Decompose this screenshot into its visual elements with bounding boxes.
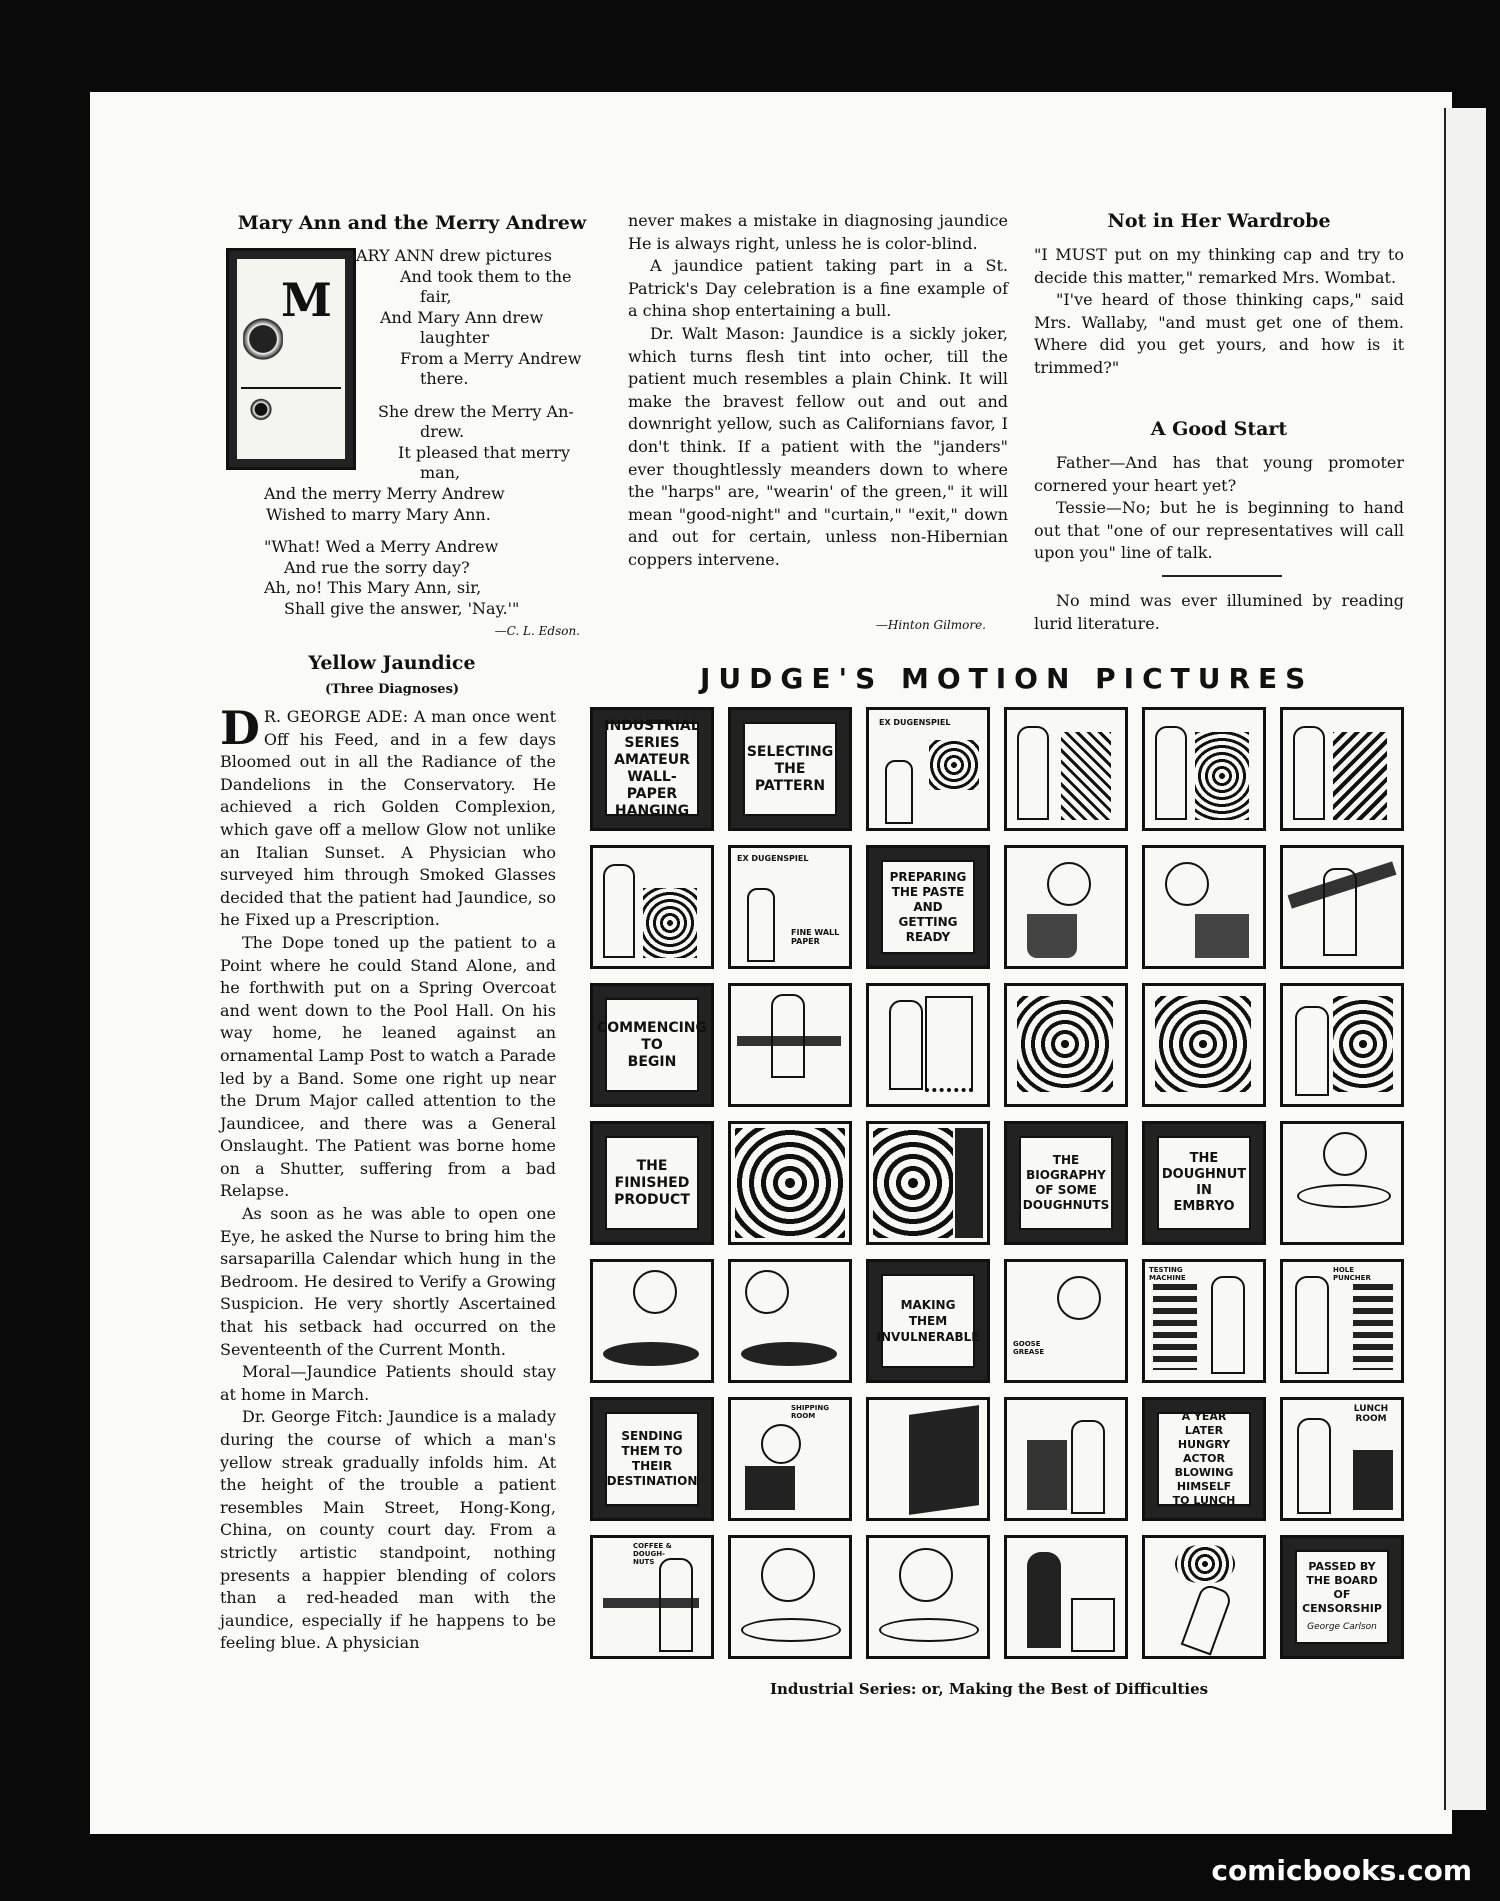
card-text: AND GETTING (898, 899, 958, 929)
card-text: PRODUCT (614, 1191, 690, 1208)
figure-man-icon (1211, 1276, 1245, 1374)
filler-line (1034, 590, 1404, 635)
card-text: CENSORSHIP (1302, 1602, 1382, 1615)
wallpaper-roll-icon (1333, 732, 1387, 820)
chef-head-icon (1323, 1132, 1367, 1176)
poem-line: "What! Wed a Merry Andrew (264, 537, 499, 556)
peacock-feathers-icon (241, 387, 341, 457)
card-text: TO LUNCH (1172, 1494, 1236, 1507)
figure-man-icon (747, 888, 775, 962)
card-text: OF SOME (1035, 1183, 1097, 1197)
paragraph: Dr. George Fitch: Jaundice is a malady during the course of which a man's yellow streak gradually infolds him. At the height of the trouble a patient resembles Main Street, Hong-Kong, China, on county court day. From a strictly artistic standpoint, nothing presents a happier blending of colors than a red-headed man with the jaundice, especially if he happens to be feeling blue. A physician (220, 1407, 556, 1653)
card-text: IN (1196, 1183, 1212, 1198)
poem-stanza-2 (264, 484, 604, 619)
card-text: INDUSTRIAL (604, 718, 700, 734)
poem-line: From a Merry Andrew (400, 348, 582, 368)
panel-illustration (1280, 1121, 1404, 1245)
card-text: READY (905, 929, 951, 944)
finished-wall-icon (873, 1128, 953, 1238)
machine-label: HOLE PUNCHER (1333, 1266, 1371, 1282)
wardrobe-article (1034, 244, 1404, 380)
panel-illustration (1142, 845, 1266, 969)
figure-man-icon (1297, 1418, 1331, 1514)
poem-stanza-1 (356, 246, 606, 484)
artist-signature: George Carlson (1307, 1622, 1377, 1632)
paragraph: Dr. Walt Mason: Jaundice is a sickly joker, which turns flesh tint into ocher, till the patient much resembles a plain Chink. It will make the bravest fellow out and out and downright yellow, such as Californians favor, I don't think. If a patient with the "janders" ever thoughtlessly meanders down to where the "harps" are, "wearin' of the green," it will mean "good-night" and "curtain," "exit," down and out for certain, unless non-Hibernian coppers intervene. (628, 323, 1008, 569)
figure-man-icon (1293, 726, 1325, 820)
panel-illustration (728, 1121, 852, 1245)
jaundice-article (220, 701, 556, 1655)
wallpaper-roll-icon (1195, 732, 1249, 820)
card-text: HUNGRY ACTOR (1177, 1438, 1231, 1465)
card-text: COMMENCING (597, 1019, 708, 1036)
figure-man-icon (771, 994, 805, 1078)
papered-wall-icon (1333, 996, 1393, 1092)
panel-title-card (728, 707, 852, 831)
wardrobe-title: Not in Her Wardrobe (1107, 210, 1331, 232)
panel-title-card (1142, 1121, 1266, 1245)
card-text: DOUGHNUT (1161, 1167, 1247, 1182)
panel-illustration (1004, 845, 1128, 969)
tangled-paper-icon (1155, 996, 1251, 1092)
paragraph: Tessie—No; but he is beginning to hand out that "one of our representatives will call upon you" line of talk. (1034, 498, 1404, 563)
chef-head-icon (1057, 1276, 1101, 1320)
divider (1162, 575, 1282, 577)
card-text: BEGIN (627, 1053, 677, 1070)
crate-icon (745, 1466, 795, 1510)
panel-illustration (1280, 1397, 1404, 1521)
poem-line: And Mary Ann drew (380, 307, 544, 327)
figure-man-icon (603, 864, 635, 958)
poem-line: It pleased that merry (398, 442, 570, 462)
panel-title-card (590, 983, 714, 1107)
room-sign: SHIPPING ROOM (791, 1404, 829, 1420)
panel-illustration (1004, 1535, 1128, 1659)
dripping-paper-icon (925, 996, 973, 1092)
good-start-title: A Good Start (1150, 418, 1288, 440)
panel-illustration (866, 1397, 990, 1521)
stove-icon (1027, 1440, 1067, 1510)
clerk-icon (643, 888, 697, 958)
card-text: TO (641, 1036, 663, 1053)
poem-line: ARY ANN drew pictures (356, 246, 552, 265)
poem-line: And the merry Merry Andrew (264, 484, 505, 503)
man-head-icon (1165, 862, 1209, 906)
panel-title-card (590, 707, 714, 831)
frying-pan-icon (741, 1342, 837, 1366)
poem-line: laughter (420, 328, 490, 347)
paragraph: "I've heard of those thinking caps," said Mrs. Wallaby, "and must get one of them. Where did you get yours, and how is it trimmed?" (1034, 290, 1404, 377)
figure-man-icon (1155, 726, 1187, 820)
man-head-icon (899, 1548, 953, 1602)
card-text: MAKING (900, 1298, 956, 1312)
panel-illustration (866, 1535, 990, 1659)
facing-page-edge (1444, 108, 1486, 1810)
poem-line: fair, (420, 287, 452, 306)
site-watermark: comicbooks.com (1211, 1854, 1472, 1887)
testing-machine-icon (1153, 1284, 1197, 1370)
card-text: THEIR (631, 1459, 673, 1473)
panel-title-card (1004, 1121, 1128, 1245)
panel-title-card (590, 1121, 714, 1245)
figure-man-icon (885, 760, 913, 824)
finished-wall-icon (735, 1128, 845, 1238)
poem-line: Shall give the answer, 'Nay.'" (284, 598, 520, 618)
card-text: PASSED BY (1308, 1560, 1376, 1573)
tangled-paper-icon (1017, 996, 1113, 1092)
card-text: SENDING (621, 1429, 683, 1443)
card-text: THEM TO (621, 1444, 683, 1458)
figure-man-icon (1027, 1552, 1061, 1648)
panel-title-card (1280, 1535, 1404, 1659)
panel-illustration (1280, 1259, 1404, 1383)
plate-icon (879, 1618, 979, 1642)
paste-bucket-icon (1027, 914, 1077, 958)
motion-caption: Industrial Series: or, Making the Best of Difficulties (770, 1680, 1209, 1698)
can-label: GOOSE GREASE (1013, 1340, 1045, 1356)
dough-icon (1297, 1184, 1391, 1208)
card-text: PATTERN (754, 777, 826, 794)
panel-illustration (590, 1259, 714, 1383)
panel-title-card (1142, 1397, 1266, 1521)
coffee-sign: COFFEE & DOUGH-NUTS (633, 1542, 672, 1566)
card-text: BIOGRAPHY (1026, 1168, 1106, 1182)
panel-illustration (866, 1121, 990, 1245)
lunch-room-sign: LUNCH ROOM (1353, 1404, 1389, 1424)
panel-title-card (866, 1259, 990, 1383)
plate-icon (741, 1618, 841, 1642)
frying-pan-icon (603, 1342, 699, 1366)
panel-illustration (866, 983, 990, 1107)
figure-man-icon (1071, 1420, 1105, 1514)
freight-car-icon (909, 1405, 979, 1515)
card-text: DESTINATION (606, 1474, 698, 1488)
card-text: THE (774, 760, 806, 777)
card-text: INVULNERABLE (876, 1330, 980, 1344)
card-text: THE PASTE (891, 884, 965, 899)
drop-cap: D (220, 701, 260, 755)
panel-illustration (1004, 707, 1128, 831)
poem-line: She drew the Merry An- (378, 401, 574, 421)
table-icon (1071, 1598, 1115, 1652)
panel-illustration (728, 983, 852, 1107)
illuminated-initial (226, 248, 356, 470)
panel-illustration (1280, 845, 1404, 969)
panel-title-card (590, 1397, 714, 1521)
machine-label: TESTING MACHINE (1149, 1266, 1186, 1282)
hole-puncher-icon (1353, 1284, 1393, 1370)
card-text: HANGING (614, 803, 690, 819)
figure-man-icon (1017, 726, 1049, 820)
card-text: THE BOARD (1306, 1574, 1378, 1587)
figure-man-icon (1295, 1276, 1329, 1374)
poem-line: Ah, no! This Mary Ann, sir, (264, 578, 482, 597)
panel-illustration (1004, 1259, 1128, 1383)
card-text: PREPARING (889, 869, 967, 884)
panel-illustration (1004, 1397, 1128, 1521)
chef-head-icon (745, 1270, 789, 1314)
chef-head-icon (633, 1270, 677, 1314)
man-head-icon (761, 1424, 801, 1464)
panel-illustration (1142, 1259, 1266, 1383)
doughnut-cloud-icon (1175, 1544, 1235, 1584)
panel-illustration (728, 845, 852, 969)
shop-sign: EX DUGENSPIEL (879, 718, 951, 727)
figure-man-icon (659, 1558, 693, 1652)
doorway-icon (955, 1128, 983, 1238)
poem-line: And took them to the (400, 266, 572, 286)
card-text: FINISHED (614, 1174, 690, 1191)
good-start-article (1034, 452, 1404, 565)
poem-line: Wished to marry Mary Ann. (266, 504, 491, 524)
card-text: DOUGHNUTS (1022, 1198, 1110, 1212)
card-text: THE (1052, 1153, 1080, 1167)
panel-illustration (1004, 983, 1128, 1107)
panel-illustration (728, 1397, 852, 1521)
motion-pictures-title: JUDGE'S MOTION PICTURES (700, 662, 1314, 695)
poem-line: And rue the sorry day? (284, 557, 470, 577)
panel-illustration (1280, 983, 1404, 1107)
panel-title-card (866, 845, 990, 969)
initial-letter: M (281, 273, 332, 327)
panel-illustration (728, 1259, 852, 1383)
paragraph: "I MUST put on my thinking cap and try to decide this matter," remarked Mrs. Wombat. (1034, 245, 1404, 287)
figure-man-icon (889, 1000, 923, 1090)
panel-illustration (866, 707, 990, 831)
peacock-icon (243, 299, 283, 379)
jaundice-continued (628, 210, 1008, 572)
comic-strip-grid (590, 707, 1400, 1672)
poem-line: man, (420, 463, 461, 482)
card-text: WALL-PAPER (626, 769, 678, 802)
jaundice-subtitle: (Three Diagnoses) (324, 682, 460, 697)
paragraph: No mind was ever illumined by reading lurid literature. (1034, 591, 1404, 633)
card-text: THE (636, 1157, 668, 1174)
card-text: BLOWING (1174, 1466, 1234, 1479)
man-head-icon (1047, 862, 1091, 906)
card-text: THEM (908, 1314, 948, 1328)
wallpaper-roll-icon (1061, 732, 1111, 820)
card-text: SERIES (624, 735, 680, 751)
poem-attribution: —C. L. Edson. (494, 624, 580, 638)
card-text: AMATEUR (614, 752, 690, 768)
paragraph: A jaundice patient taking part in a St. Patrick's Day celebration is a fine example of a china shop entertaining a bull. (628, 256, 1008, 321)
jaundice-title: Yellow Jaundice (308, 652, 476, 674)
card-text: SELECTING (746, 743, 834, 760)
panel-illustration (728, 1535, 852, 1659)
shop-sign: EX DUGENSPIEL (737, 854, 809, 863)
poem-title: Mary Ann and the Merry Andrew (237, 212, 587, 234)
paragraph: R. GEORGE ADE: A man once went Off his Feed, and in a few days Bloomed out in all the Radiance of the Dandelions in the Conservatory. He achieved a rich Golden Complexion, which gave off a mellow Glow not unlike an Italian Sunset. A Physician who surveyed him through Smoked Glasses decided that the patient had Jaundice, so he Fixed up a Prescription. (220, 707, 556, 930)
panel-illustration (590, 845, 714, 969)
panel-illustration (590, 1535, 714, 1659)
panel-illustration (1280, 707, 1404, 831)
card-text: THE (1189, 1151, 1219, 1166)
figure-man-icon (1295, 1006, 1329, 1096)
figure-man-icon (1323, 868, 1357, 956)
poem-line: there. (420, 369, 469, 388)
jaundice-attribution: —Hinton Gilmore. (875, 618, 986, 632)
card-text: A YEAR LATER (1181, 1410, 1227, 1437)
poem-line: drew. (420, 422, 465, 441)
panel-illustration (1142, 1535, 1266, 1659)
man-head-icon (761, 1548, 815, 1602)
panel-illustration (1142, 707, 1266, 831)
paragraph: As soon as he was able to open one Eye, he asked the Nurse to bring him the sarsaparilla Calendar which hung in the Bedroom. He desired to Verify a Growing Suspicion. He very shortly Ascertained that his setback had occurred on the Seventeenth of the Current Month. (220, 1204, 556, 1359)
paragraph: never makes a mistake in diagnosing jaundice He is always right, unless he is color-blind. (628, 211, 1008, 253)
wallpaper-sample-icon (929, 740, 979, 790)
panel-illustration (1142, 983, 1266, 1107)
card-text: OF (1333, 1588, 1351, 1601)
paragraph: The Dope toned up the patient to a Point where he could Stand Alone, and he forthwith put on a Spring Overcoat and went down to the Pool Hall. On his way home, he leaned against an ornamental Lamp Post to watch a Parade led by a Band. Some one right up near the Drum Major called attention to the Jaundicee, and there was a General Onslaught. The Patient was borne home on a Shutter, suffering from a bad Relapse. (220, 932, 556, 1201)
paragraph: Father—And has that young promoter cornered your heart yet? (1034, 453, 1404, 495)
flying-man-icon (1181, 1583, 1234, 1656)
paragraph: Moral—Jaundice Patients should stay at home in March. (220, 1362, 556, 1404)
lunch-counter-icon (1353, 1450, 1393, 1510)
card-text: HIMSELF (1176, 1480, 1232, 1493)
shop-sign: FINE WALL PAPER (791, 928, 840, 946)
card-text: EMBRYO (1173, 1199, 1235, 1214)
paste-bucket-icon (1195, 914, 1249, 958)
